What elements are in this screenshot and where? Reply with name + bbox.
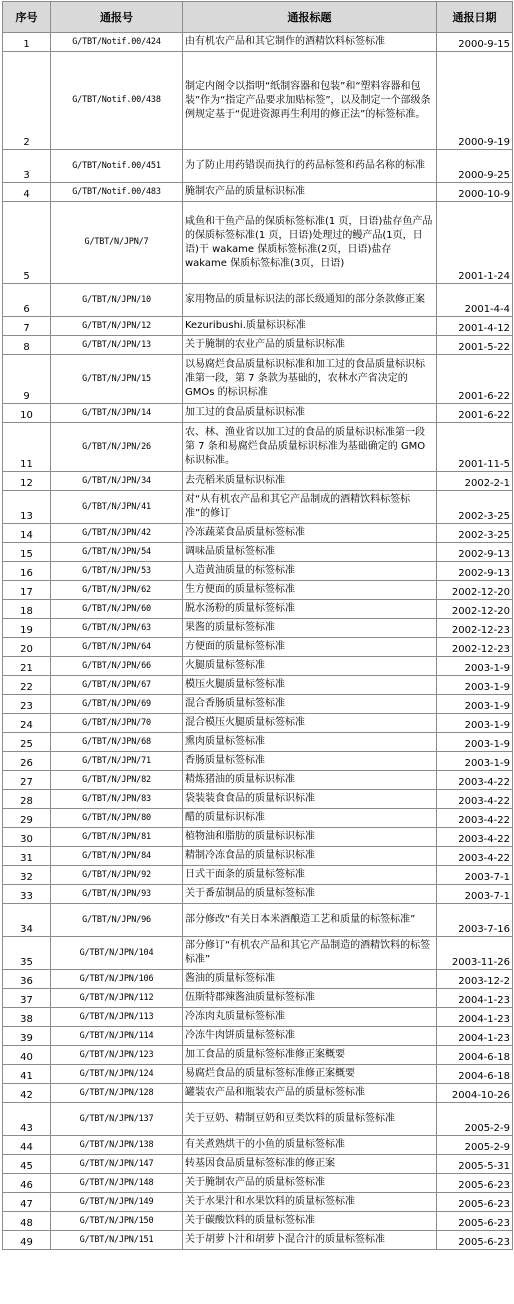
table-row <box>3 866 513 885</box>
row-seq: 48 <box>3 1212 51 1231</box>
row-seq: 32 <box>3 866 51 885</box>
row-date: 2002-12-20 <box>437 600 513 619</box>
row-number: G/TBT/N/JPN/83 <box>51 790 183 809</box>
row-date: 2002-12-23 <box>437 619 513 638</box>
row-seq: 36 <box>3 970 51 989</box>
row-date: 2002-12-20 <box>437 581 513 600</box>
table-row <box>3 1212 513 1231</box>
row-title: 冷冻蔬菜食品质量标签标准 <box>183 524 437 543</box>
row-number: G/TBT/N/JPN/148 <box>51 1174 183 1193</box>
row-title: 酱油的质量标签标准 <box>183 970 437 989</box>
row-date: 2004-10-26 <box>437 1084 513 1103</box>
row-date: 2002-9-13 <box>437 562 513 581</box>
row-number: G/TBT/N/JPN/69 <box>51 695 183 714</box>
row-date: 2004-6-18 <box>437 1065 513 1084</box>
row-title: 制定内阁令以指明“纸制容器和包装”和“塑料容器和包装”作为“指定产品要求加贴标签”，以及制定一个部级条例规定基于“促进资源再生利用的修正法”的标签标准。 <box>183 52 437 150</box>
row-title: 以易腐烂食品质量标识标准和加工过的食品质量标识标准第一段，第 7 条款为基础的，农林水产省决定的 GMOs 的标识标准 <box>183 355 437 404</box>
row-number: G/TBT/N/JPN/34 <box>51 472 183 491</box>
header-number: 通报号 <box>51 2 183 33</box>
row-date: 2001-4-12 <box>437 317 513 336</box>
row-number: G/TBT/N/JPN/150 <box>51 1212 183 1231</box>
row-number: G/TBT/N/JPN/60 <box>51 600 183 619</box>
row-title: 关于腌制的农业产品的质量标识标准 <box>183 336 437 355</box>
table-row <box>3 619 513 638</box>
row-title: 农、林、渔业省以加工过的食品的质量标识标准第一段第 7 条和易腐烂食品质量标识标准为基础确定的 GMO 标识标准。 <box>183 423 437 472</box>
header-date: 通报日期 <box>437 2 513 33</box>
row-title: 香肠质量标签标准 <box>183 752 437 771</box>
row-number: G/TBT/N/JPN/70 <box>51 714 183 733</box>
row-number: G/TBT/N/JPN/64 <box>51 638 183 657</box>
row-title: 火腿质量标签标准 <box>183 657 437 676</box>
table-row <box>3 752 513 771</box>
row-title: 加工过的食品质量标识标准 <box>183 404 437 423</box>
row-number: G/TBT/N/JPN/128 <box>51 1084 183 1103</box>
row-title: 家用物品的质量标识法的部长级通知的部分条款修正案 <box>183 284 437 317</box>
row-title: 方便面的质量标签标准 <box>183 638 437 657</box>
row-title: 部分修订“有机农产品和其它产品制造的酒精饮料的标签标准” <box>183 937 437 970</box>
row-date: 2000-9-19 <box>437 52 513 150</box>
table-row <box>3 543 513 562</box>
row-title: 果酱的质量标签标准 <box>183 619 437 638</box>
table-row <box>3 404 513 423</box>
row-number: G/TBT/N/JPN/84 <box>51 847 183 866</box>
row-number: G/TBT/Notif.00/451 <box>51 150 183 183</box>
row-date: 2003-12-2 <box>437 970 513 989</box>
table-row <box>3 657 513 676</box>
table-row <box>3 1027 513 1046</box>
row-seq: 39 <box>3 1027 51 1046</box>
row-number: G/TBT/Notif.00/483 <box>51 183 183 202</box>
row-title: 易腐烂食品的质量标签标准修正案概要 <box>183 1065 437 1084</box>
row-seq: 45 <box>3 1155 51 1174</box>
row-seq: 18 <box>3 600 51 619</box>
row-title: 罐装农产品和瓶装农产品的质量标签标准 <box>183 1084 437 1103</box>
row-title: Kezuribushi.质量标识标准 <box>183 317 437 336</box>
row-number: G/TBT/N/JPN/62 <box>51 581 183 600</box>
row-seq: 8 <box>3 336 51 355</box>
row-number: G/TBT/N/JPN/42 <box>51 524 183 543</box>
row-date: 2001-4-4 <box>437 284 513 317</box>
row-seq: 11 <box>3 423 51 472</box>
row-number: G/TBT/N/JPN/53 <box>51 562 183 581</box>
table-row <box>3 600 513 619</box>
row-seq: 10 <box>3 404 51 423</box>
row-number: G/TBT/N/JPN/81 <box>51 828 183 847</box>
row-number: G/TBT/N/JPN/138 <box>51 1136 183 1155</box>
row-seq: 26 <box>3 752 51 771</box>
row-title: 有关煮熟烘干的小鱼的质量标签标准 <box>183 1136 437 1155</box>
row-title: 熏肉质量标签标准 <box>183 733 437 752</box>
row-title: 关于碳酸饮料的质量标签标准 <box>183 1212 437 1231</box>
row-date: 2002-3-25 <box>437 524 513 543</box>
row-number: G/TBT/N/JPN/137 <box>51 1103 183 1136</box>
row-date: 2005-2-9 <box>437 1136 513 1155</box>
row-number: G/TBT/Notif.00/438 <box>51 52 183 150</box>
row-number: G/TBT/N/JPN/114 <box>51 1027 183 1046</box>
row-number: G/TBT/N/JPN/147 <box>51 1155 183 1174</box>
row-number: G/TBT/N/JPN/71 <box>51 752 183 771</box>
row-seq: 9 <box>3 355 51 404</box>
row-date: 2000-9-25 <box>437 150 513 183</box>
row-title: 对“从有机农产品和其它产品制成的酒精饮料标签标准”的修订 <box>183 491 437 524</box>
table-row <box>3 1046 513 1065</box>
row-date: 2001-1-24 <box>437 202 513 284</box>
row-seq: 37 <box>3 989 51 1008</box>
row-title: 袋装装食食品的质量标识标准 <box>183 790 437 809</box>
row-title: 腌制农产品的质量标识标准 <box>183 183 437 202</box>
table-row <box>3 150 513 183</box>
row-date: 2003-1-9 <box>437 657 513 676</box>
table-row <box>3 771 513 790</box>
row-date: 2003-1-9 <box>437 752 513 771</box>
row-seq: 16 <box>3 562 51 581</box>
row-number: G/TBT/N/JPN/68 <box>51 733 183 752</box>
row-date: 2001-6-22 <box>437 355 513 404</box>
row-date: 2004-1-23 <box>437 1008 513 1027</box>
row-title: 生方便面的质量标签标准 <box>183 581 437 600</box>
row-number: G/TBT/N/JPN/80 <box>51 809 183 828</box>
table-row <box>3 1231 513 1250</box>
row-number: G/TBT/N/JPN/14 <box>51 404 183 423</box>
table-body <box>3 33 513 1250</box>
row-seq: 38 <box>3 1008 51 1027</box>
table-row <box>3 355 513 404</box>
table-row <box>3 1136 513 1155</box>
table-row <box>3 714 513 733</box>
table-row <box>3 1008 513 1027</box>
table-row <box>3 904 513 937</box>
row-seq: 49 <box>3 1231 51 1250</box>
table-row <box>3 472 513 491</box>
row-number: G/TBT/N/JPN/113 <box>51 1008 183 1027</box>
row-seq: 31 <box>3 847 51 866</box>
row-date: 2002-9-13 <box>437 543 513 562</box>
table-row <box>3 317 513 336</box>
row-number: G/TBT/N/JPN/151 <box>51 1231 183 1250</box>
row-number: G/TBT/N/JPN/93 <box>51 885 183 904</box>
table-row <box>3 581 513 600</box>
row-seq: 2 <box>3 52 51 150</box>
row-date: 2003-4-22 <box>437 809 513 828</box>
table-row <box>3 1155 513 1174</box>
row-number: G/TBT/N/JPN/66 <box>51 657 183 676</box>
row-date: 2005-2-9 <box>437 1103 513 1136</box>
row-seq: 29 <box>3 809 51 828</box>
row-date: 2001-5-22 <box>437 336 513 355</box>
table-row <box>3 828 513 847</box>
table-row <box>3 202 513 284</box>
table-row <box>3 695 513 714</box>
row-title: 混合模压火腿质量标签标准 <box>183 714 437 733</box>
table-row <box>3 1065 513 1084</box>
table-row <box>3 423 513 472</box>
header-title: 通报标题 <box>183 2 437 33</box>
row-date: 2002-3-25 <box>437 491 513 524</box>
row-seq: 46 <box>3 1174 51 1193</box>
row-number: G/TBT/N/JPN/41 <box>51 491 183 524</box>
row-date: 2002-12-23 <box>437 638 513 657</box>
row-title: 精炼猪油的质量标识标准 <box>183 771 437 790</box>
row-title: 日式干面条的质量标签标准 <box>183 866 437 885</box>
row-date: 2003-11-26 <box>437 937 513 970</box>
row-number: G/TBT/N/JPN/82 <box>51 771 183 790</box>
row-title: 植物油和脂肪的质量标识标准 <box>183 828 437 847</box>
row-date: 2003-4-22 <box>437 847 513 866</box>
row-title: 调味品质量标签标准 <box>183 543 437 562</box>
row-seq: 4 <box>3 183 51 202</box>
row-title: 脱水汤粉的质量标签标准 <box>183 600 437 619</box>
row-seq: 17 <box>3 581 51 600</box>
row-title: 人造黄油质量的标签标准 <box>183 562 437 581</box>
row-seq: 27 <box>3 771 51 790</box>
row-date: 2003-7-1 <box>437 866 513 885</box>
row-seq: 43 <box>3 1103 51 1136</box>
row-date: 2001-11-5 <box>437 423 513 472</box>
row-seq: 20 <box>3 638 51 657</box>
row-seq: 22 <box>3 676 51 695</box>
row-seq: 25 <box>3 733 51 752</box>
row-seq: 21 <box>3 657 51 676</box>
row-seq: 15 <box>3 543 51 562</box>
row-number: G/TBT/N/JPN/54 <box>51 543 183 562</box>
row-date: 2001-6-22 <box>437 404 513 423</box>
table-row <box>3 524 513 543</box>
row-number: G/TBT/N/JPN/124 <box>51 1065 183 1084</box>
row-date: 2004-1-23 <box>437 1027 513 1046</box>
row-title: 为了防止用药错误而执行的药品标签和药品名称的标准 <box>183 150 437 183</box>
row-number: G/TBT/N/JPN/104 <box>51 937 183 970</box>
row-title: 部分修改“有关日本米酒酿造工艺和质量的标签标准” <box>183 904 437 937</box>
row-seq: 12 <box>3 472 51 491</box>
row-number: G/TBT/N/JPN/106 <box>51 970 183 989</box>
row-seq: 42 <box>3 1084 51 1103</box>
row-seq: 23 <box>3 695 51 714</box>
row-seq: 28 <box>3 790 51 809</box>
table-row <box>3 1193 513 1212</box>
table-row <box>3 885 513 904</box>
row-date: 2005-6-23 <box>437 1212 513 1231</box>
row-title: 去壳稻米质量标识标准 <box>183 472 437 491</box>
table-row <box>3 562 513 581</box>
row-date: 2003-7-16 <box>437 904 513 937</box>
row-date: 2003-1-9 <box>437 733 513 752</box>
row-number: G/TBT/Notif.00/424 <box>51 33 183 52</box>
row-seq: 5 <box>3 202 51 284</box>
row-date: 2004-6-18 <box>437 1046 513 1065</box>
row-title: 关于胡萝卜汁和胡萝卜混合汁的质量标签标准 <box>183 1231 437 1250</box>
row-title: 关于豆奶、精制豆奶和豆类饮料的质量标签标准 <box>183 1103 437 1136</box>
row-number: G/TBT/N/JPN/149 <box>51 1193 183 1212</box>
table-row <box>3 1174 513 1193</box>
table-row <box>3 52 513 150</box>
row-number: G/TBT/N/JPN/15 <box>51 355 183 404</box>
row-date: 2005-6-23 <box>437 1231 513 1250</box>
row-title: 混合香肠质量标签标准 <box>183 695 437 714</box>
row-number: G/TBT/N/JPN/92 <box>51 866 183 885</box>
row-date: 2005-6-23 <box>437 1193 513 1212</box>
header-seq: 序号 <box>3 2 51 33</box>
table-row <box>3 491 513 524</box>
row-title: 冷冻牛肉饼质量标签标准 <box>183 1027 437 1046</box>
row-number: G/TBT/N/JPN/96 <box>51 904 183 937</box>
table-row <box>3 809 513 828</box>
row-title: 关于番茄制品的质量标签标准 <box>183 885 437 904</box>
table-row <box>3 989 513 1008</box>
table-row <box>3 33 513 52</box>
row-title: 模压火腿质量标签标准 <box>183 676 437 695</box>
row-number: G/TBT/N/JPN/13 <box>51 336 183 355</box>
row-date: 2003-4-22 <box>437 828 513 847</box>
table-row <box>3 1084 513 1103</box>
table-row <box>3 638 513 657</box>
row-seq: 47 <box>3 1193 51 1212</box>
row-date: 2000-10-9 <box>437 183 513 202</box>
row-seq: 33 <box>3 885 51 904</box>
row-date: 2005-6-23 <box>437 1174 513 1193</box>
row-date: 2003-1-9 <box>437 695 513 714</box>
row-number: G/TBT/N/JPN/63 <box>51 619 183 638</box>
row-date: 2002-2-1 <box>437 472 513 491</box>
row-seq: 40 <box>3 1046 51 1065</box>
table-row <box>3 847 513 866</box>
row-title: 转基因食品质量标签标准的修正案 <box>183 1155 437 1174</box>
table-row <box>3 970 513 989</box>
row-title: 加工食品的质量标签标准修正案概要 <box>183 1046 437 1065</box>
table-row <box>3 284 513 317</box>
row-number: G/TBT/N/JPN/123 <box>51 1046 183 1065</box>
row-title: 由有机农产品和其它制作的酒精饮料标签标准 <box>183 33 437 52</box>
row-seq: 44 <box>3 1136 51 1155</box>
row-number: G/TBT/N/JPN/67 <box>51 676 183 695</box>
header-row <box>3 2 513 33</box>
row-seq: 41 <box>3 1065 51 1084</box>
row-date: 2003-1-9 <box>437 714 513 733</box>
row-title: 关于水果汁和水果饮料的质量标签标准 <box>183 1193 437 1212</box>
row-seq: 19 <box>3 619 51 638</box>
table-row <box>3 733 513 752</box>
row-title: 咸鱼和干鱼产品的保质标签标准(1 页，日语)盐存鱼产品的保质标签标准(1 页，日语)处理过的鳗产品(1页，日语)干 wakame 保质标签标准(2页，日语)盐存 wakame 保质标签标准(3页，日语) <box>183 202 437 284</box>
row-date: 2000-9-15 <box>437 33 513 52</box>
row-number: G/TBT/N/JPN/10 <box>51 284 183 317</box>
row-number: G/TBT/N/JPN/112 <box>51 989 183 1008</box>
row-date: 2005-5-31 <box>437 1155 513 1174</box>
row-date: 2003-1-9 <box>437 676 513 695</box>
row-title: 伍斯特郡辣酱油质量标签标准 <box>183 989 437 1008</box>
table-row <box>3 183 513 202</box>
row-number: G/TBT/N/JPN/7 <box>51 202 183 284</box>
row-seq: 13 <box>3 491 51 524</box>
row-seq: 14 <box>3 524 51 543</box>
row-seq: 1 <box>3 33 51 52</box>
row-number: G/TBT/N/JPN/12 <box>51 317 183 336</box>
notification-table <box>2 1 513 1250</box>
row-date: 2003-4-22 <box>437 771 513 790</box>
row-seq: 30 <box>3 828 51 847</box>
table-row <box>3 790 513 809</box>
table-row <box>3 336 513 355</box>
row-date: 2003-7-1 <box>437 885 513 904</box>
row-seq: 6 <box>3 284 51 317</box>
row-title: 醋的质量标识标准 <box>183 809 437 828</box>
row-title: 关于腌制农产品的质量标签标准 <box>183 1174 437 1193</box>
row-title: 冷冻肉丸质量标签标准 <box>183 1008 437 1027</box>
row-seq: 3 <box>3 150 51 183</box>
table-row <box>3 676 513 695</box>
row-seq: 35 <box>3 937 51 970</box>
row-seq: 24 <box>3 714 51 733</box>
row-title: 精制冷冻食品的质量标识标准 <box>183 847 437 866</box>
row-date: 2004-1-23 <box>437 989 513 1008</box>
row-number: G/TBT/N/JPN/26 <box>51 423 183 472</box>
row-seq: 7 <box>3 317 51 336</box>
table-row <box>3 937 513 970</box>
table-row <box>3 1103 513 1136</box>
row-date: 2003-4-22 <box>437 790 513 809</box>
row-seq: 34 <box>3 904 51 937</box>
